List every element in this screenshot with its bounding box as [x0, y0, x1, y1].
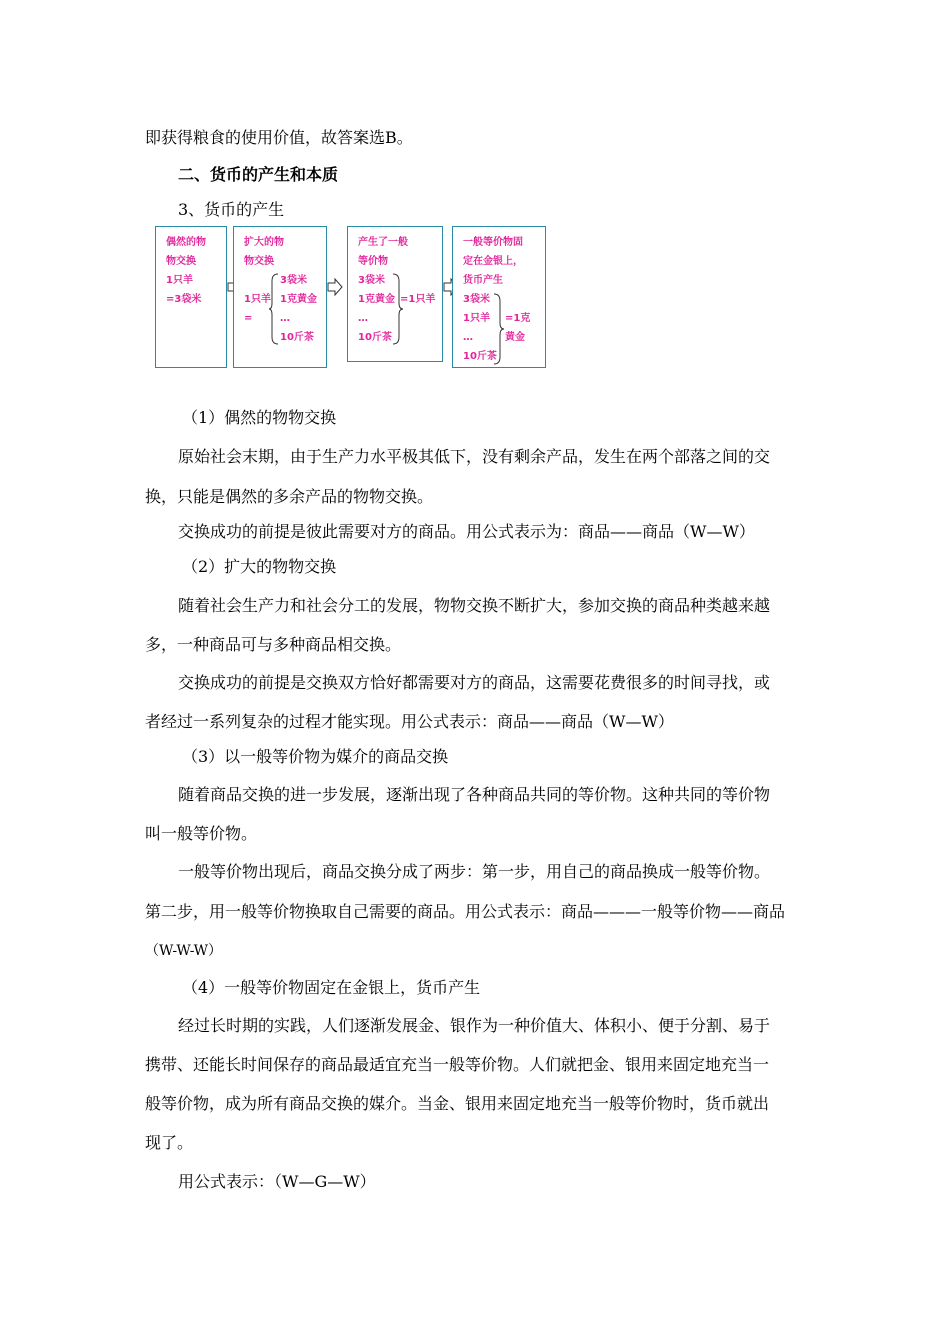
right-arrow-icon [327, 278, 343, 296]
box4-line: =1克 [505, 313, 531, 324]
right-brace-icon [493, 293, 505, 365]
box2-line: 扩大的物 [244, 237, 284, 248]
right-brace-icon [392, 273, 404, 345]
box4-line: 黄金 [505, 332, 525, 343]
box3-line: =1只羊 [400, 294, 436, 305]
box4-line: 货币产生 [463, 275, 503, 286]
money-origin-diagram [155, 222, 555, 372]
diagram-box-accidental-barter [155, 226, 227, 368]
box2-line: = [244, 313, 253, 324]
box3-line: 3袋米 [358, 275, 385, 286]
box3-line: 1克黄金 [358, 294, 395, 305]
box2-line: 物交换 [244, 256, 274, 267]
paragraph-line: 般等价物，成为所有商品交换的媒介。当金、银用来固定地充当一般等价物时，货币就出 [145, 1094, 770, 1113]
box2-line: 1只羊 [244, 294, 271, 305]
box2-line: … [280, 313, 290, 324]
paragraph-line: 一般等价物出现后，商品交换分成了两步：第一步，用自己的商品换成一般等价物。 [178, 862, 771, 881]
paragraph-line: 经过长时期的实践，人们逐渐发展金、银作为一种价值大、体积小、便于分割、易于 [178, 1016, 771, 1035]
paragraph-heading-2: （2）扩大的物物交换 [182, 557, 337, 576]
subsection-title: 3、货币的产生 [178, 200, 285, 219]
paragraph-line: 原始社会末期，由于生产力水平极其低下，没有剩余产品，发生在两个部落之间的交 [178, 447, 771, 466]
paragraph-heading-4: （4）一般等价物固定在金银上，货币产生 [182, 978, 481, 997]
box4-line: 定在金银上， [463, 256, 523, 267]
box4-line: 10斤茶 [463, 351, 497, 362]
paragraph-heading-3: （3）以一般等价物为媒介的商品交换 [182, 747, 449, 766]
box3-line: … [358, 313, 368, 324]
box2-line: 3袋米 [280, 275, 307, 286]
paragraph-line: 交换成功的前提是彼此需要对方的商品。用公式表示为：商品——商品（W—W） [178, 522, 755, 541]
paragraph-line: 随着社会生产力和社会分工的发展，物物交换不断扩大，参加交换的商品种类越来越 [178, 596, 771, 615]
paragraph-line: 者经过一系列复杂的过程才能实现。用公式表示：商品——商品（W—W） [145, 712, 674, 731]
box3-line: 产生了一般 [358, 237, 408, 248]
box4-line: 3袋米 [463, 294, 490, 305]
paragraph-line: 随着商品交换的进一步发展，逐渐出现了各种商品共同的等价物。这种共同的等价物 [178, 785, 771, 804]
box4-line: 一般等价物固 [463, 237, 523, 248]
section-title: 二、货币的产生和本质 [178, 165, 339, 184]
box1-line: =3袋米 [166, 294, 202, 305]
top-line: 即获得粮食的使用价值，故答案选B。 [145, 128, 413, 147]
paragraph-line: 叫一般等价物。 [145, 824, 258, 843]
paragraph-line: 多，一种商品可与多种商品相交换。 [145, 635, 402, 654]
paragraph-line: （W-W-W） [145, 943, 223, 959]
paragraph-line: 携带、还能长时间保存的商品最适宜充当一般等价物。人们就把金、银用来固定地充当一 [145, 1055, 770, 1074]
diagram-box-expanded-barter [233, 226, 327, 368]
diagram-box-general-equivalent [347, 226, 443, 362]
box2-line: 10斤茶 [280, 332, 314, 343]
box1-line: 1只羊 [166, 275, 193, 286]
paragraph-line: 用公式表示：（W—G—W） [178, 1172, 376, 1191]
box4-line: 1只羊 [463, 313, 490, 324]
paragraph-line: 第二步，用一般等价物换取自己需要的商品。用公式表示：商品———一般等价物——商品 [145, 902, 786, 921]
box1-line: 物交换 [166, 256, 196, 267]
paragraph-line: 换，只能是偶然的多余产品的物物交换。 [145, 487, 434, 506]
box3-line: 10斤茶 [358, 332, 392, 343]
paragraph-heading-1: （1）偶然的物物交换 [182, 408, 337, 427]
box3-line: 等价物 [358, 256, 388, 267]
box2-line: 1克黄金 [280, 294, 317, 305]
box1-line: 偶然的物 [166, 237, 206, 248]
diagram-box-money-emerges [452, 226, 546, 368]
paragraph-line: 交换成功的前提是交换双方恰好都需要对方的商品，这需要花费很多的时间寻找，或 [178, 673, 771, 692]
left-brace-icon [268, 273, 280, 345]
box4-line: … [463, 332, 473, 343]
paragraph-line: 现了。 [145, 1133, 194, 1152]
